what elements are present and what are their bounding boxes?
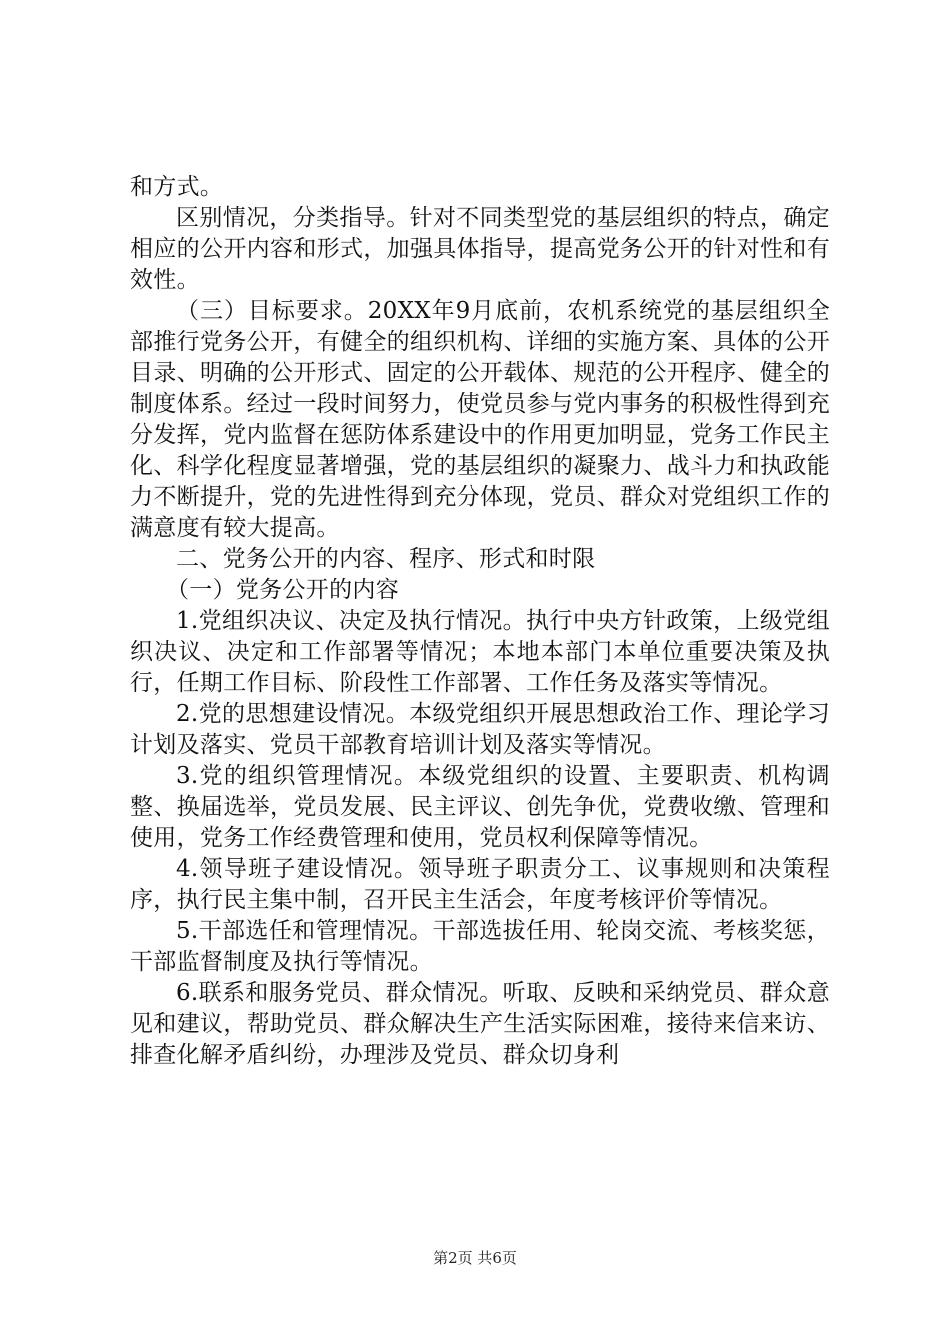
item-3: 3.党的组织管理情况。本级党组织的设置、主要职责、机构调整、换届选举，党员发展、民主评议、创先争优，党费收缴、管理和使用，党务工作经费管理和使用，党员权利保障等情况。 <box>130 763 830 851</box>
paragraph-goal-requirements: （三）目标要求。20XX年9月底前，农机系统党的基层组织全部推行党务公开，有健全的组织机构、详细的实施方案、具体的公开目录、明确的公开形式、固定的公开载体、规范的公开程序、健全的制度体系。经过一段时间努力，使党员参与党内事务的积极性得到充分发挥，党内监督在惩防体系建设中的作用更加明显，党务工作民主化、科学化程度显著增强，党的基层组织的凝聚力、战斗力和执政能力不断提升，党的先进性得到充分体现，党员、群众对党组织工作的满意度有较大提高。 <box>130 298 830 541</box>
item-5: 5.干部选任和管理情况。干部选拔任用、轮岗交流、考核奖惩，干部监督制度及执行等情况。 <box>130 918 830 975</box>
item-1: 1.党组织决议、决定及执行情况。执行中央方针政策，上级党组织决议、决定和工作部署等情况；本地本部门本单位重要决策及执行，任期工作目标、阶段性工作部署、工作任务及落实等情况。 <box>130 608 830 696</box>
subsection-heading-content: （一）党务公开的内容 <box>166 577 399 603</box>
document-body <box>130 172 830 1071</box>
item-4: 4.领导班子建设情况。领导班子职责分工、议事规则和决策程序，执行民主集中制，召开民主生活会，年度考核评价等情况。 <box>130 856 830 913</box>
paragraph-continuation: 和方式。 <box>130 174 224 200</box>
page-number-footer: 第2页 共6页 <box>433 1249 517 1267</box>
paragraph-classify-guidance: 区别情况，分类指导。针对不同类型党的基层组织的特点，确定相应的公开内容和形式，加强具体指导，提高党务公开的针对性和有效性。 <box>130 205 830 293</box>
item-2: 2.党的思想建设情况。本级党组织开展思想政治工作、理论学习计划及落实、党员干部教育培训计划及落实等情况。 <box>130 701 830 758</box>
item-6: 6.联系和服务党员、群众情况。听取、反映和采纳党员、群众意见和建议，帮助党员、群众解决生产生活实际困难，接待来信来访、排查化解矛盾纠纷，办理涉及党员、群众切身利 <box>130 980 830 1068</box>
section-heading-2: 二、党务公开的内容、程序、形式和时限 <box>176 546 596 572</box>
